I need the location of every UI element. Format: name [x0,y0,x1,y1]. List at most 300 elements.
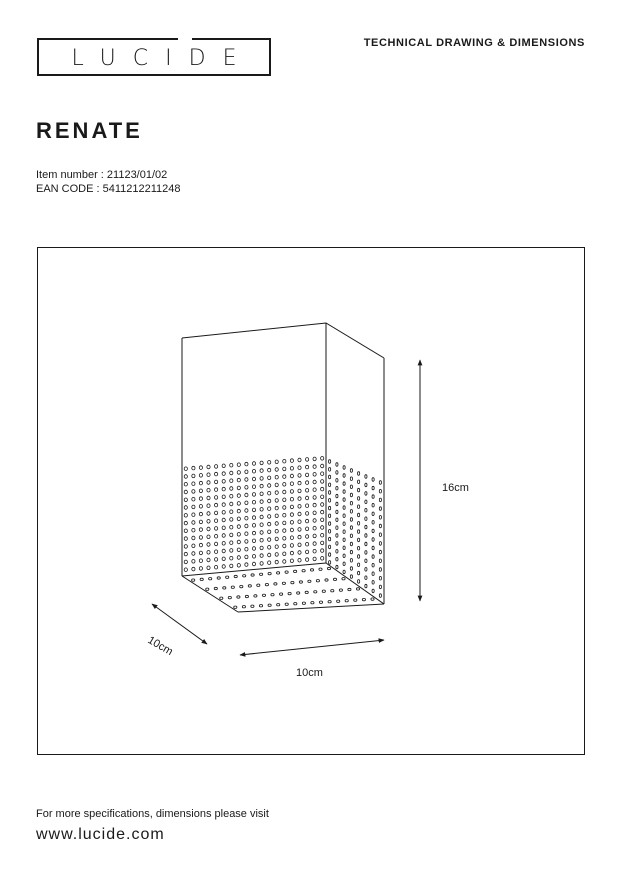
perforation-dot [222,542,225,546]
perforation-dot [321,503,324,507]
perforation-dot [321,533,324,537]
perforation-dot [283,490,286,494]
perforation-dot [336,526,338,530]
perforation-dot [306,496,309,500]
perforation-dot [251,605,254,607]
perforation-dot [275,468,278,472]
perforation-dot [321,510,324,514]
perforation-dot [379,498,381,502]
perforation-dot [290,528,293,532]
perforation-dot [243,575,246,577]
perforation-dot [252,562,255,566]
perforation-dot [313,473,316,477]
perforation-dot [199,528,202,532]
perforation-dot [321,495,324,499]
perforation-dot [192,490,195,494]
perforation-dot [260,508,263,512]
perforation-dot [207,473,210,477]
perforation-dot [252,524,255,528]
perforation-dot [240,585,243,587]
perforation-dot [350,526,352,530]
perforation-dot [231,586,234,588]
perforation-dot [350,469,352,473]
perforation-dot [313,557,316,561]
perforation-dot [306,535,309,539]
perforation-dot [184,467,187,471]
width-dimension-label: 10cm [296,667,323,679]
perforation-dot [336,550,338,554]
perforation-dot [245,509,248,513]
perforation-dot [215,480,218,484]
perforation-dot [321,464,324,468]
perforation-dot [313,457,316,461]
perforation-dot [321,457,324,461]
perforation-dot [260,546,263,550]
perforation-dot [290,459,293,463]
perforation-dot [192,466,195,470]
perforation-dot [234,575,237,577]
perforation-dot [365,483,367,487]
perforation-dot [245,470,248,474]
perforation-dot [336,510,338,514]
perforation-dot [379,481,381,485]
perforation-dot [268,604,271,606]
perforation-dot [290,536,293,540]
perforation-dot [313,542,316,546]
perforation-dot [372,538,374,542]
perforation-dot [254,595,257,597]
perforation-dot [268,461,271,465]
perforation-dot [215,558,218,562]
perforation-dot [252,516,255,520]
perforation-pattern [184,457,381,609]
perforation-dot [313,488,316,492]
perforation-dot [209,578,212,580]
item-number: Item number : 21123/01/02 [36,169,168,181]
perforation-dot [251,574,254,576]
perforation-dot [245,462,248,466]
perforation-dot [192,544,195,548]
perforation-dot [329,522,331,526]
perforation-dot [343,514,345,518]
perforation-dot [275,545,278,549]
perforation-dot [290,513,293,517]
ean-code: EAN CODE : 5411212211248 [36,183,181,195]
perforation-dot [207,465,210,469]
perforation-dot [245,524,248,528]
perforation-dot [290,490,293,494]
perforation-dot [306,489,309,493]
perforation-dot [245,563,248,567]
perforation-dot [329,483,331,487]
perforation-dot [199,520,202,524]
perforation-dot [260,554,263,558]
perforation-dot [268,530,271,534]
perforation-dot [283,467,286,471]
perforation-dot [215,503,218,507]
perforation-dot [298,558,301,562]
perforation-dot [222,487,225,491]
perforation-dot [207,496,210,500]
perforation-dot [306,519,309,523]
perforation-dot [350,534,352,538]
perforation-dot [321,549,324,553]
perforation-dot [268,515,271,519]
perforation-dot [207,520,210,524]
perforation-dot [192,560,195,564]
perforation-dot [299,581,302,583]
depth-dimension-line [152,604,207,644]
perforation-dot [237,517,240,521]
perforation-dot [343,530,345,534]
perforation-dot [379,516,381,520]
perforation-dot [237,564,240,568]
perforation-dot [192,579,195,581]
perforation-dot [252,469,255,473]
perforation-dot [230,549,233,553]
perforation-dot [245,595,248,597]
perforation-dot [321,480,324,484]
perforation-dot [245,501,248,505]
perforation-dot [298,458,301,462]
perforation-dot [268,476,271,480]
perforation-dot [222,472,225,476]
perforation-dot [314,591,317,593]
box-bottom-right-edge [326,563,384,604]
perforation-dot [365,517,367,521]
perforation-dot [260,492,263,496]
perforation-dot [313,511,316,515]
perforation-dot [358,488,360,492]
perforation-dot [207,488,210,492]
perforation-dot [306,481,309,485]
perforation-dot [230,518,233,522]
perforation-dot [372,572,374,576]
perforation-dot [365,475,367,479]
perforation-dot [343,546,345,550]
perforation-dot [350,550,352,554]
perforation-dot [237,533,240,537]
perforation-dot [290,482,293,486]
perforation-dot [252,531,255,535]
perforation-dot [350,501,352,505]
perforation-dot [237,486,240,490]
perforation-dot [275,483,278,487]
perforation-dot [350,518,352,522]
perforation-dot [230,564,233,568]
perforation-dot [252,555,255,559]
perforation-dot [199,551,202,555]
perforation-dot [365,576,367,580]
perforation-dot [283,552,286,556]
perforation-dot [252,547,255,551]
perforation-dot [319,601,322,603]
perforation-dot [337,600,340,602]
perforation-dot [343,498,345,502]
perforation-dot [336,534,338,538]
perforation-dot [268,507,271,511]
perforation-dot [336,494,338,498]
perforation-dot [275,553,278,557]
perforation-dot [358,555,360,559]
perforation-dot [298,543,301,547]
perforation-dot [222,526,225,530]
perforation-dot [260,538,263,542]
perforation-dot [283,506,286,510]
perforation-dot [192,474,195,478]
perforation-dot [358,530,360,534]
perforation-dot [298,489,301,493]
perforation-dot [291,581,294,583]
perforation-dot [356,588,359,590]
perforation-dot [260,500,263,504]
perforation-dot [268,468,271,472]
perforation-dot [350,575,352,579]
perforation-dot [200,578,203,580]
perforation-dot [283,537,286,541]
perforation-dot [184,552,187,556]
perforation-dot [207,535,210,539]
perforation-dot [350,542,352,546]
perforation-dot [379,524,381,528]
perforation-dot [245,555,248,559]
perforation-dot [379,559,381,563]
perforation-dot [199,543,202,547]
perforation-dot [226,576,229,578]
perforation-dot [365,568,367,572]
perforation-dot [283,521,286,525]
perforation-dot [290,544,293,548]
perforation-dot [237,463,240,467]
perforation-dot [245,532,248,536]
perforation-dot [237,494,240,498]
perforation-dot [371,598,374,600]
perforation-dot [343,554,345,558]
box-bottom-back-edge [182,576,238,612]
perforation-dot [343,562,345,566]
perforation-dot [372,529,374,533]
perforation-dot [242,606,245,608]
perforation-dot [336,518,338,522]
perforation-dot [329,545,331,549]
perforation-dot [199,474,202,478]
perforation-dot [215,488,218,492]
perforation-dot [275,537,278,541]
perforation-dot [215,565,218,569]
perforation-dot [313,480,316,484]
perforation-dot [268,572,271,574]
perforation-dot [365,525,367,529]
perforation-dot [245,547,248,551]
perforation-dot [192,567,195,571]
perforation-dot [275,460,278,464]
depth-dimension-label: 10cm [145,634,175,659]
perforation-dot [257,584,260,586]
perforation-dot [358,522,360,526]
perforation-dot [184,514,187,518]
perforation-dot [192,552,195,556]
perforation-dot [302,602,305,604]
perforation-dot [222,464,225,468]
perforation-dot [245,516,248,520]
perforation-dot [333,578,336,580]
perforation-dot [298,497,301,501]
perforation-dot [275,499,278,503]
perforation-dot [237,525,240,529]
perforation-dot [358,497,360,501]
perforation-dot [379,489,381,493]
perforation-dot [372,589,374,593]
perforation-dot [184,537,187,541]
brand-logo-text: LUCIDE [71,46,254,71]
perforation-dot [237,509,240,513]
perforation-dot [230,556,233,560]
perforation-dot [313,526,316,530]
perforation-dot [268,553,271,557]
perforation-dot [313,503,316,507]
perforation-dot [298,481,301,485]
perforation-dot [306,542,309,546]
product-title: RENATE [36,118,143,143]
perforation-dot [230,525,233,529]
perforation-dot [358,538,360,542]
perforation-dot [215,511,218,515]
perforation-dot [365,492,367,496]
perforation-dot [321,487,324,491]
perforation-dot [199,536,202,540]
perforation-dot [343,522,345,526]
perforation-dot [343,474,345,478]
perforation-dot [336,502,338,506]
perforation-dot [260,562,263,566]
perforation-dot [206,588,209,590]
perforation-dot [329,499,331,503]
perforation-dot [184,529,187,533]
perforation-dot [275,522,278,526]
perforation-dot [297,592,300,594]
perforation-dot [222,549,225,553]
perforation-dot [350,510,352,514]
perforation-dot [336,486,338,490]
perforation-dot [214,587,217,589]
perforation-dot [358,571,360,575]
footer-note: For more specifications, dimensions please visit [36,808,269,820]
perforation-dot [222,565,225,569]
perforation-dot [310,569,313,571]
perforation-dot [234,606,237,608]
perforation-dot [298,505,301,509]
perforation-dot [237,596,240,598]
perforation-dot [285,603,288,605]
perforation-dot [199,559,202,563]
perforation-dot [336,565,338,569]
perforation-dot [358,563,360,567]
perforation-dot [285,571,288,573]
perforation-dot [298,512,301,516]
perforation-dot [184,498,187,502]
perforation-dot [321,518,324,522]
perforation-dot [358,480,360,484]
perforation-dot [294,570,297,572]
perforation-dot [230,533,233,537]
perforation-dot [215,519,218,523]
perforation-dot [313,549,316,553]
perforation-dot [365,508,367,512]
perforation-dot [290,521,293,525]
perforation-dot [220,597,223,599]
perforation-dot [288,592,291,594]
perforation-dot [358,513,360,517]
perforation-dot [260,461,263,465]
perforation-dot [230,487,233,491]
perforation-dot [343,490,345,494]
perforation-dot [372,478,374,482]
perforation-dot [222,518,225,522]
perforation-dot [252,508,255,512]
perforation-dot [342,578,345,580]
perforation-dot [348,588,351,590]
perforation-dot [298,466,301,470]
perforation-dot [336,463,338,467]
perforation-dot [268,499,271,503]
perforation-dot [372,495,374,499]
perforation-dot [237,471,240,475]
perforation-dot [327,567,330,569]
perforation-dot [329,553,331,557]
perforation-dot [260,523,263,527]
perforation-dot [379,507,381,511]
perforation-dot [329,491,331,495]
perforation-dot [184,482,187,486]
perforation-dot [245,540,248,544]
perforation-dot [230,471,233,475]
perforation-dot [329,514,331,518]
perforation-dot [290,551,293,555]
perforation-dot [207,512,210,516]
perforation-dot [252,539,255,543]
perforation-dot [184,521,187,525]
perforation-dot [290,467,293,471]
website-link[interactable]: www.lucide.com [36,826,165,843]
perforation-dot [329,468,331,472]
perforation-dot [222,511,225,515]
perforation-dot [306,512,309,516]
perforation-dot [319,568,322,570]
perforation-dot [215,465,218,469]
perforation-dot [336,471,338,475]
perforation-dot [331,590,334,592]
perforation-dot [372,546,374,550]
perforation-dot [350,493,352,497]
perforation-dot [199,466,202,470]
perforation-dot [329,506,331,510]
perforation-dot [268,546,271,550]
perforation-dot [271,594,274,596]
perforation-dot [222,503,225,507]
perforation-dot [192,497,195,501]
perforation-dot [275,475,278,479]
perforation-dot [306,465,309,469]
perforation-dot [379,585,381,589]
perforation-dot [268,561,271,565]
perforation-dot [268,491,271,495]
perforation-dot [321,526,324,530]
perforation-dot [275,491,278,495]
perforation-dot [199,512,202,516]
perforation-dot [302,570,305,572]
perforation-dot [298,551,301,555]
perforation-dot [358,505,360,509]
